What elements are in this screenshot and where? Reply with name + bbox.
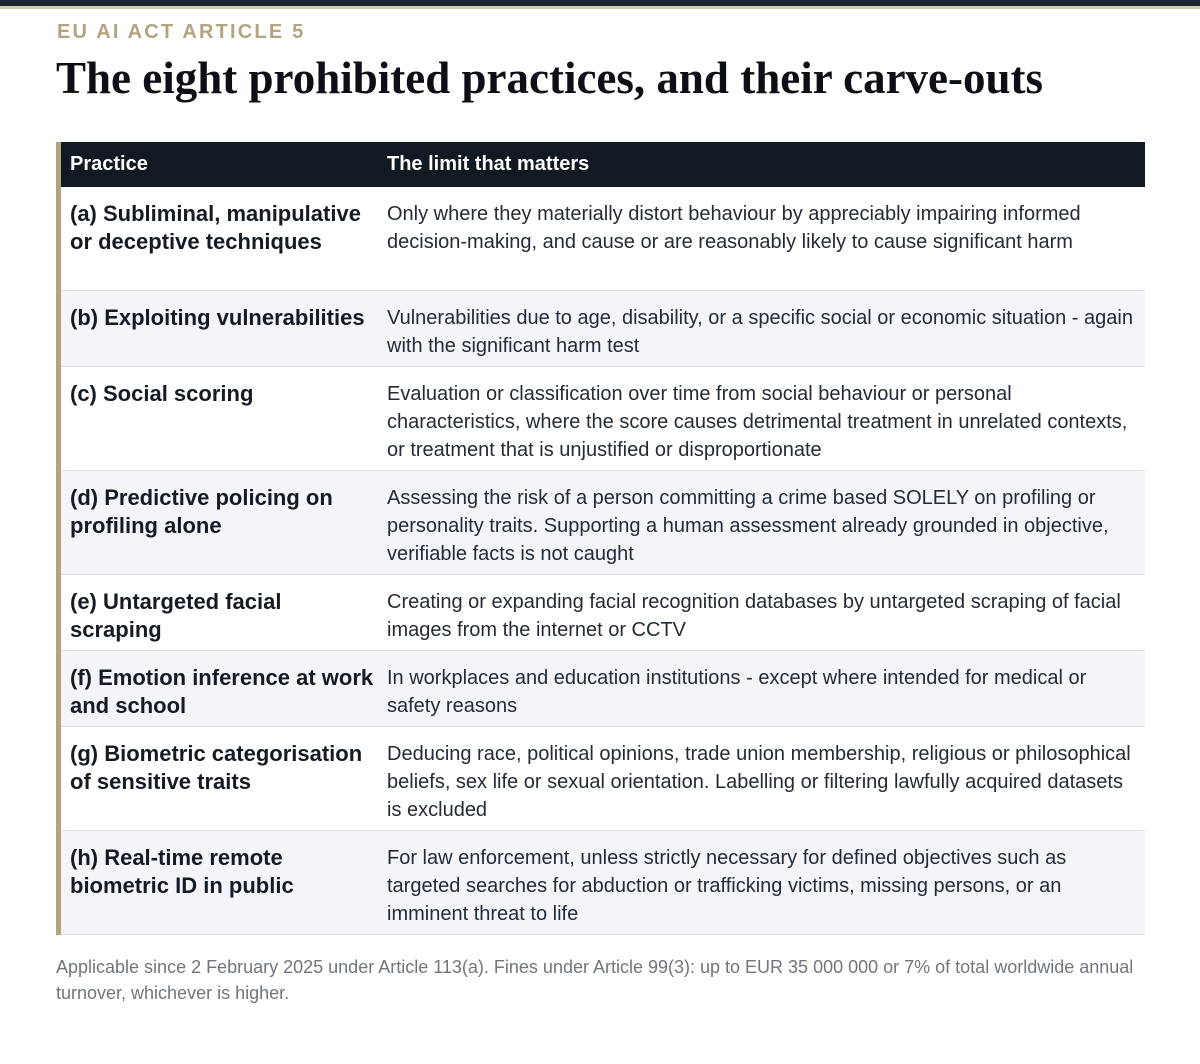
practices-table (56, 142, 1145, 935)
limit-cell: For law enforcement, unless strictly necessary for defined objectives such as targeted searches for abduction or trafficking victims, missing persons, or an imminent threat to life (387, 847, 1067, 925)
practice-cell: (h) Real-time remote biometric ID in public (70, 845, 294, 898)
limit-cell: Creating or expanding facial recognition databases by untargeted scraping of facial images from the internet or CCTV (387, 591, 1121, 641)
limit-cell: Evaluation or classification over time from social behaviour or personal characteristics, where the score causes detrimental treatment in unrelated contexts, or treatment that is unjustified or disproportionate (387, 383, 1128, 461)
practice-cell: (a) Subliminal, manipulative or deceptive techniques (70, 201, 361, 254)
practice-cell: (f) Emotion inference at work and school (70, 665, 374, 718)
eyebrow-label: EU AI ACT ARTICLE 5 (57, 21, 306, 43)
table-row (61, 367, 1145, 471)
limit-cell: In workplaces and education institutions - except where intended for medical or safety reasons (387, 667, 1087, 717)
practice-cell: (d) Predictive policing on profiling alone (70, 485, 333, 538)
table-header-row (61, 142, 1145, 187)
top-rule-accent (0, 6, 1200, 9)
table-row (61, 727, 1145, 831)
footnote: Applicable since 2 February 2025 under Article 113(a). Fines under Article 99(3): up to EUR 35 000 000 or 7% of total worldwide annual turnover, whichever is higher. (56, 957, 1134, 1003)
page-title: The eight prohibited practices, and their carve-outs (56, 53, 1044, 103)
practice-cell: (e) Untargeted facial scraping (70, 589, 282, 642)
table-row (61, 291, 1145, 367)
table-row (61, 831, 1145, 935)
table-row (61, 471, 1145, 575)
limit-cell: Vulnerabilities due to age, disability, or a specific social or economic situation - again with the significant harm test (387, 307, 1133, 357)
limit-cell: Deducing race, political opinions, trade union membership, religious or philosophical beliefs, sex life or sexual orientation. Labelling or filtering lawfully acquired datasets is excluded (387, 743, 1131, 821)
limit-cell: Assessing the risk of a person committing a crime based SOLELY on profiling or personality traits. Supporting a human assessment already grounded in objective, verifiable facts is not caught (387, 487, 1109, 565)
practice-cell: (g) Biometric categorisation of sensitive traits (70, 741, 363, 794)
practice-cell: (c) Social scoring (70, 381, 254, 406)
header-practice: Practice (70, 153, 148, 175)
limit-cell: Only where they materially distort behaviour by appreciably impairing informed decision-making, and cause or are reasonably likely to cause significant harm (387, 203, 1081, 253)
table-row (61, 575, 1145, 651)
practice-cell: (b) Exploiting vulnerabilities (70, 305, 365, 330)
table-row (61, 651, 1145, 727)
table-row (61, 187, 1145, 291)
header-limit: The limit that matters (387, 153, 590, 175)
